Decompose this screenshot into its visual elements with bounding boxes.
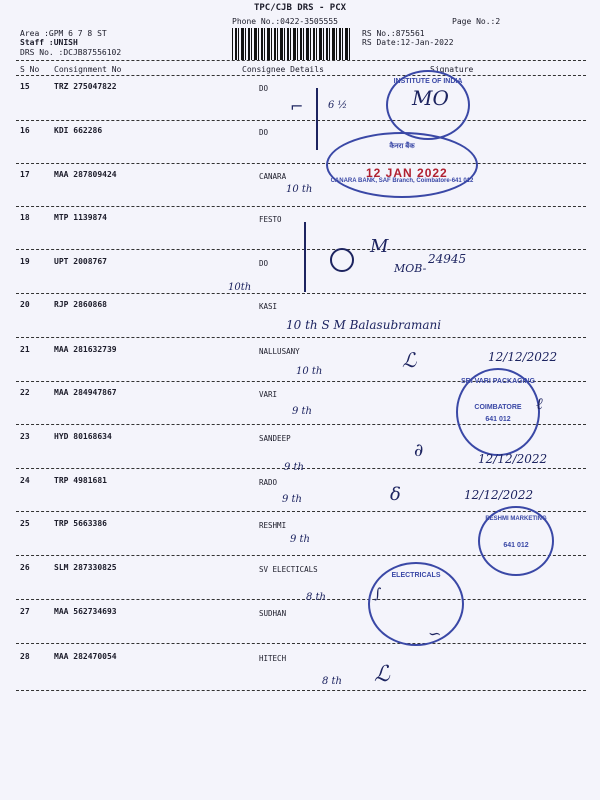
handwritten-number: 24945 [428,252,467,266]
row-consignee: SUDHAN [259,609,287,618]
table-row [0,607,600,651]
handwritten-date: 12/12/2022 [488,350,558,364]
phone-number: Phone No.:0422-3505555 [232,17,338,26]
row-consignee: VARI [259,390,278,399]
handwritten-signature: M [370,236,389,257]
table-row [0,213,600,257]
handwritten-signature: MO [412,86,449,110]
row-divider [16,163,586,164]
handwritten-signature: ∫ [374,586,382,602]
handwritten-signature: ℒ [374,662,390,687]
handwritten-date: 12/12/2022 [478,452,548,466]
header-divider [16,60,586,61]
row-divider [16,337,586,338]
row-consignee: DO [259,84,269,93]
row-divider [16,293,586,294]
row-consignment: MAA 284947867 [54,388,117,397]
col-header-consignee: Consignee Details [242,65,324,74]
row-sno: 17 [20,170,30,179]
row-sno: 24 [20,476,30,485]
row-consignee: FESTO [259,215,282,224]
row-consignment: HYD 80168634 [54,432,112,441]
handwritten-time: 8 th [306,592,326,603]
row-consignee: SANDEEP [259,434,291,443]
stamp-text: 641 012 [503,542,529,549]
company-stamp [478,506,554,576]
handwritten-time: 10 th [296,366,323,377]
rs-date: RS Date:12-Jan-2022 [362,38,454,47]
handwritten-time: 9 th [284,462,304,473]
barcode-image [232,28,352,60]
staff-label: Staff :UNISH [20,38,78,47]
pen-stroke [316,88,318,150]
row-consignee: DO [259,259,269,268]
stamp-text: CANARA BANK, SAF Branch, Coimbatore-641 012 [330,178,474,184]
row-consignment: TRP 4981681 [54,476,107,485]
drs-number: DRS No. :DCJB87556102 [20,48,122,57]
row-consignment: MAA 281632739 [54,345,117,354]
row-sno: 28 [20,652,30,661]
table-row [0,257,600,301]
stamp-text: कैनरा बैंक [389,143,415,150]
row-divider [16,599,586,600]
handwritten-signature: 10 th S M Balasubramani [286,318,442,332]
stamp-text: RESHMI MARKETING [485,516,547,522]
handwritten-time: 10 th [286,184,313,195]
institute-stamp [386,70,470,140]
row-consignee: NALLUSANY [259,347,300,356]
handwritten-time: 9 th [292,406,312,417]
row-sno: 26 [20,563,30,572]
handwritten-note: 6 ½ [328,100,348,111]
col-header-consignment: Consignment No [54,65,122,74]
row-divider [16,206,586,207]
row-consignment: TRZ 275047822 [54,82,117,91]
row-divider [16,643,586,644]
pen-stroke [304,222,306,292]
row-sno: 22 [20,388,30,397]
row-divider [16,120,586,121]
row-sno: 18 [20,213,30,222]
handwritten-note: MOB- [394,262,427,275]
handwritten-signature: δ [390,484,401,505]
row-consignment: MAA 562734693 [54,607,117,616]
sheet-title: TPC/CJB DRS - PCX [253,3,347,13]
handwritten-signature: ∽ [428,624,442,643]
stamp-text: 641 012 [485,416,511,423]
row-divider [16,249,586,250]
row-sno: 23 [20,432,30,441]
rs-number: RS No.:875561 [362,29,425,38]
row-consignment: MTP 1139874 [54,213,107,222]
header-divider [16,75,586,76]
row-consignment: MAA 287809424 [54,170,117,179]
col-header-sno: S No [20,65,40,74]
row-consignee: KASI [259,302,278,311]
row-consignee: CANARA [259,172,287,181]
date-stamp: 12 JAN 2022 [366,166,448,180]
row-consignee: DO [259,128,269,137]
col-header-signature: Signature [430,65,474,74]
row-consignment: MAA 282470054 [54,652,117,661]
row-consignee: RADO [259,478,278,487]
row-consignee: SV ELECTICALS [259,565,318,574]
row-divider [16,690,586,691]
stamp-text: ELECTRICALS [391,572,441,579]
circled-number [330,248,354,272]
row-consignment: KDI 662286 [54,126,103,135]
row-sno: 27 [20,607,30,616]
page-number: Page No.:2 [452,17,501,26]
area-label: Area :GPM 6 7 8 ST [20,29,107,38]
handwritten-signature: ℒ [402,348,417,372]
row-consignment: TRP 5663386 [54,519,107,528]
row-sno: 19 [20,257,30,266]
row-sno: 21 [20,345,30,354]
handwritten-date: 12/12/2022 [464,488,534,502]
row-sno: 16 [20,126,30,135]
handwritten-time: 9 th [282,494,302,505]
row-consignee: RESHMI [259,521,287,530]
row-sno: 15 [20,82,30,91]
row-consignee: HITECH [259,654,287,663]
stamp-text: COIMBATORE [474,404,522,411]
handwritten-signature: ℓ [536,394,543,413]
handwritten-time: 8 th [322,676,342,687]
pen-mark: ⌐ [290,97,304,116]
company-stamp [456,368,540,456]
row-sno: 25 [20,519,30,528]
row-consignment: RJP 2860868 [54,300,107,309]
row-sno: 20 [20,300,30,309]
handwritten-time: 10th [228,282,252,293]
row-consignment: SLM 287330825 [54,563,117,572]
handwritten-time: 9 th [290,534,310,545]
bank-stamp [326,132,478,198]
stamp-text: SRI VARI PACKAGING [460,378,536,385]
row-consignment: UPT 2008767 [54,257,107,266]
company-stamp [368,562,464,646]
handwritten-signature: ∂ [414,440,424,461]
stamp-text: INSTITUTE OF INDIA [393,78,463,85]
